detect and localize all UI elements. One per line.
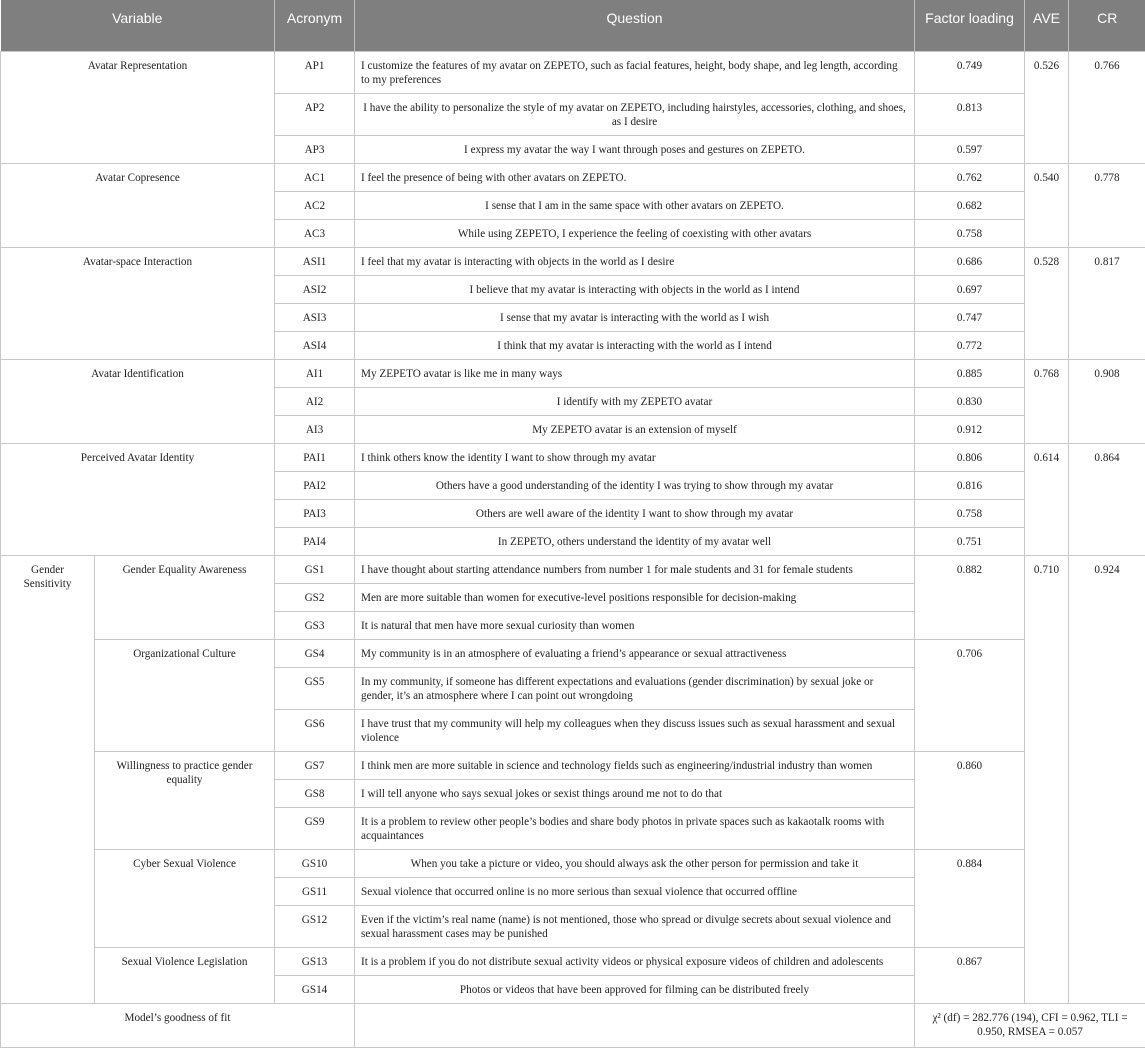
table-row [1, 247, 1145, 275]
acronym-cell: AI3 [275, 415, 355, 443]
question-cell: I express my avatar the way I want through poses and gestures on ZEPETO. [355, 135, 915, 163]
ave-cell: 0.526 [1025, 51, 1069, 163]
fit-value-cell: χ² (df) = 282.776 (194), CFI = 0.962, TLI = 0.950, RMSEA = 0.057 [915, 1003, 1145, 1047]
acronym-cell: ASI4 [275, 331, 355, 359]
acronym-cell: AC2 [275, 191, 355, 219]
question-cell: My ZEPETO avatar is an extension of myself [355, 415, 915, 443]
ave-cell: 0.710 [1025, 555, 1069, 1003]
question-cell: It is natural that men have more sexual curiosity than women [355, 611, 915, 639]
table-row [1, 947, 1145, 975]
acronym-cell: ASI1 [275, 247, 355, 275]
factor-loading-cell: 0.772 [915, 331, 1025, 359]
question-cell: In ZEPETO, others understand the identity of my avatar well [355, 527, 915, 555]
acronym-cell: GS8 [275, 779, 355, 807]
table-row [1, 51, 1145, 93]
factor-loading-cell: 0.813 [915, 93, 1025, 135]
table-row [1, 849, 1145, 877]
fit-label-cell: Model’s goodness of fit [1, 1003, 355, 1047]
subvariable-cell: Gender Equality Awareness [95, 555, 275, 639]
acronym-cell: AI1 [275, 359, 355, 387]
factor-loading-cell: 0.816 [915, 471, 1025, 499]
cr-cell: 0.817 [1069, 247, 1145, 359]
fit-empty-cell [355, 1003, 915, 1047]
variable-cell: Perceived Avatar Identity [1, 443, 275, 555]
cr-cell: 0.778 [1069, 163, 1145, 247]
header-row [1, 0, 1145, 51]
table-row [1, 639, 1145, 667]
question-cell: I identify with my ZEPETO avatar [355, 387, 915, 415]
table-row [1, 359, 1145, 387]
factor-loading-cell: 0.867 [915, 947, 1025, 1003]
acronym-cell: GS14 [275, 975, 355, 1003]
acronym-cell: GS13 [275, 947, 355, 975]
acronym-cell: GS12 [275, 905, 355, 947]
acronym-cell: AC3 [275, 219, 355, 247]
question-cell: Others are well aware of the identity I want to show through my avatar [355, 499, 915, 527]
factor-loading-cell: 0.830 [915, 387, 1025, 415]
subvariable-cell: Organizational Culture [95, 639, 275, 751]
factor-loading-cell: 0.597 [915, 135, 1025, 163]
header-factor-loading: Factor loading [915, 0, 1025, 51]
header-ave: AVE [1025, 0, 1069, 51]
acronym-cell: GS1 [275, 555, 355, 583]
question-cell: I have the ability to personalize the style of my avatar on ZEPETO, including hairstyles, accessories, clothing, and shoes, as I desire [355, 93, 915, 135]
acronym-cell: GS5 [275, 667, 355, 709]
question-cell: I customize the features of my avatar on ZEPETO, such as facial features, height, body shape, and leg length, according to my preferences [355, 51, 915, 93]
factor-loading-cell: 0.749 [915, 51, 1025, 93]
acronym-cell: PAI1 [275, 443, 355, 471]
factor-loading-cell: 0.762 [915, 163, 1025, 191]
acronym-cell: AP3 [275, 135, 355, 163]
question-cell: I think men are more suitable in science and technology fields such as engineering/industrial industry than women [355, 751, 915, 779]
acronym-cell: AP2 [275, 93, 355, 135]
factor-loading-cell: 0.747 [915, 303, 1025, 331]
ave-cell: 0.540 [1025, 163, 1069, 247]
acronym-cell: GS10 [275, 849, 355, 877]
acronym-cell: GS7 [275, 751, 355, 779]
cr-cell: 0.924 [1069, 555, 1145, 1003]
factor-loading-cell: 0.686 [915, 247, 1025, 275]
question-cell: It is a problem to review other people’s bodies and share body photos in private spaces such as kakaotalk rooms with acquaintances [355, 807, 915, 849]
factor-loading-cell: 0.885 [915, 359, 1025, 387]
acronym-cell: PAI2 [275, 471, 355, 499]
acronym-cell: GS6 [275, 709, 355, 751]
table-row [1, 443, 1145, 471]
question-cell: Sexual violence that occurred online is no more serious than sexual violence that occurred offline [355, 877, 915, 905]
header-acronym: Acronym [275, 0, 355, 51]
factor-loading-cell: 0.758 [915, 499, 1025, 527]
acronym-cell: GS3 [275, 611, 355, 639]
question-cell: I think others know the identity I want to show through my avatar [355, 443, 915, 471]
question-cell: I will tell anyone who says sexual jokes or sexist things around me not to do that [355, 779, 915, 807]
question-cell: In my community, if someone has different expectations and evaluations (gender discrimination) by sexual joke or gender, it’s an atmosphere where I can point out wrongdoing [355, 667, 915, 709]
table-row [1, 163, 1145, 191]
cr-cell: 0.864 [1069, 443, 1145, 555]
goodness-of-fit-row [1, 1003, 1145, 1047]
ave-cell: 0.528 [1025, 247, 1069, 359]
acronym-cell: ASI3 [275, 303, 355, 331]
question-cell: I sense that I am in the same space with other avatars on ZEPETO. [355, 191, 915, 219]
question-cell: Even if the victim’s real name (name) is not mentioned, those who spread or divulge secrets about sexual violence and sexual harassment cases may be punished [355, 905, 915, 947]
question-cell: It is a problem if you do not distribute sexual activity videos or physical exposure videos of children and adolescents [355, 947, 915, 975]
acronym-cell: GS9 [275, 807, 355, 849]
question-cell: Photos or videos that have been approved for filming can be distributed freely [355, 975, 915, 1003]
acronym-cell: AC1 [275, 163, 355, 191]
factor-loading-cell: 0.682 [915, 191, 1025, 219]
variable-cell: Avatar Representation [1, 51, 275, 163]
question-cell: Others have a good understanding of the identity I was trying to show through my avatar [355, 471, 915, 499]
table-row [1, 555, 1145, 583]
header-cr: CR [1069, 0, 1145, 51]
acronym-cell: PAI4 [275, 527, 355, 555]
factor-loading-cell: 0.751 [915, 527, 1025, 555]
header-variable: Variable [1, 0, 275, 51]
question-cell: Men are more suitable than women for executive-level positions responsible for decision-making [355, 583, 915, 611]
factor-loading-cell: 0.882 [915, 555, 1025, 639]
question-cell: I feel the presence of being with other avatars on ZEPETO. [355, 163, 915, 191]
acronym-cell: ASI2 [275, 275, 355, 303]
acronym-cell: GS2 [275, 583, 355, 611]
variable-cell: Avatar Identification [1, 359, 275, 443]
factor-loading-cell: 0.912 [915, 415, 1025, 443]
question-cell: I feel that my avatar is interacting with objects in the world as I desire [355, 247, 915, 275]
factor-loading-cell: 0.860 [915, 751, 1025, 849]
question-cell: My community is in an atmosphere of evaluating a friend’s appearance or sexual attractiveness [355, 639, 915, 667]
acronym-cell: AI2 [275, 387, 355, 415]
question-cell: I sense that my avatar is interacting with the world as I wish [355, 303, 915, 331]
acronym-cell: GS4 [275, 639, 355, 667]
acronym-cell: PAI3 [275, 499, 355, 527]
ave-cell: 0.768 [1025, 359, 1069, 443]
factor-loading-cell: 0.758 [915, 219, 1025, 247]
table-row [1, 751, 1145, 779]
factor-loading-cell: 0.884 [915, 849, 1025, 947]
header-question: Question [355, 0, 915, 51]
question-cell: I believe that my avatar is interacting with objects in the world as I intend [355, 275, 915, 303]
question-cell: When you take a picture or video, you should always ask the other person for permission and take it [355, 849, 915, 877]
question-cell: I have trust that my community will help my colleagues when they discuss issues such as sexual harassment and sexual violence [355, 709, 915, 751]
question-cell: I have thought about starting attendance numbers from number 1 for male students and 31 for female students [355, 555, 915, 583]
acronym-cell: GS11 [275, 877, 355, 905]
variable-cell-gender-sensitivity: Gender Sensitivity [1, 555, 95, 1003]
subvariable-cell: Cyber Sexual Violence [95, 849, 275, 947]
table-body [1, 51, 1145, 1047]
variable-cell: Avatar Copresence [1, 163, 275, 247]
ave-cell: 0.614 [1025, 443, 1069, 555]
subvariable-cell: Sexual Violence Legislation [95, 947, 275, 1003]
subvariable-cell: Willingness to practice gender equality [95, 751, 275, 849]
question-cell: I think that my avatar is interacting with the world as I intend [355, 331, 915, 359]
cr-cell: 0.766 [1069, 51, 1145, 163]
factor-loading-cell: 0.806 [915, 443, 1025, 471]
question-cell: My ZEPETO avatar is like me in many ways [355, 359, 915, 387]
question-cell: While using ZEPETO, I experience the feeling of coexisting with other avatars [355, 219, 915, 247]
variable-cell: Avatar-space Interaction [1, 247, 275, 359]
cr-cell: 0.908 [1069, 359, 1145, 443]
factor-loading-cell: 0.697 [915, 275, 1025, 303]
acronym-cell: AP1 [275, 51, 355, 93]
factor-loading-cell: 0.706 [915, 639, 1025, 751]
